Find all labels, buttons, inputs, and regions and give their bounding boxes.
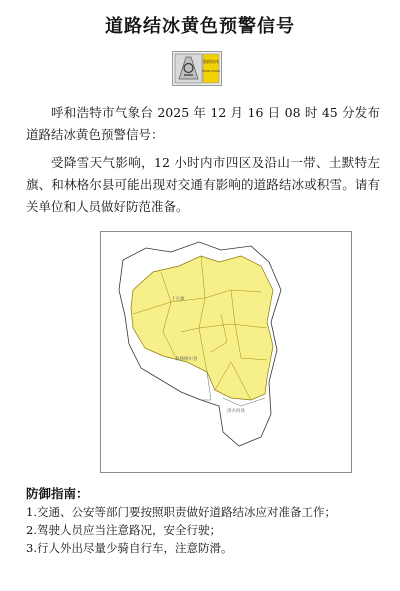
map-graphic [101, 232, 351, 472]
impact-paragraph: 受降雪天气影响，12 小时内市四区及沿山一带、土默特左旗、和林格尔县可能出现对交通有影响的道路结冰或积雪。请有关单位和人员做好防范准备。 [26, 155, 380, 214]
guide-item: 1.交通、公安等部门要按照职责做好道路结冰应对准备工作； [26, 505, 336, 519]
guide-item: 3.行人外出尽量少骑自行车，注意防滑。 [26, 541, 233, 555]
guide-item: 2.驾驶人员应当注意路况，安全行驶； [26, 523, 221, 537]
page-title: 道路结冰黄色预警信号 [105, 16, 295, 37]
icon-label-cn: 道路结冰 [202, 59, 220, 64]
road-icing-yellow-warning-icon [172, 51, 222, 86]
map-label-helingeer: 和林格尔县 [175, 357, 198, 362]
map-label-tuzuoqi: 土左旗 [171, 297, 185, 302]
announcement-paragraph: 呼和浩特市气象台 2025 年 12 月 16 日 08 时 45 分发布道路结冰黄色预警信号： [26, 105, 380, 142]
guide-list [26, 503, 386, 557]
warning-area-map [100, 231, 352, 473]
icon-label-en: ROAD ICING [201, 69, 221, 73]
guide-title: 防御指南： [26, 486, 89, 501]
map-label-qingshuihe: 清水河县 [227, 409, 245, 414]
